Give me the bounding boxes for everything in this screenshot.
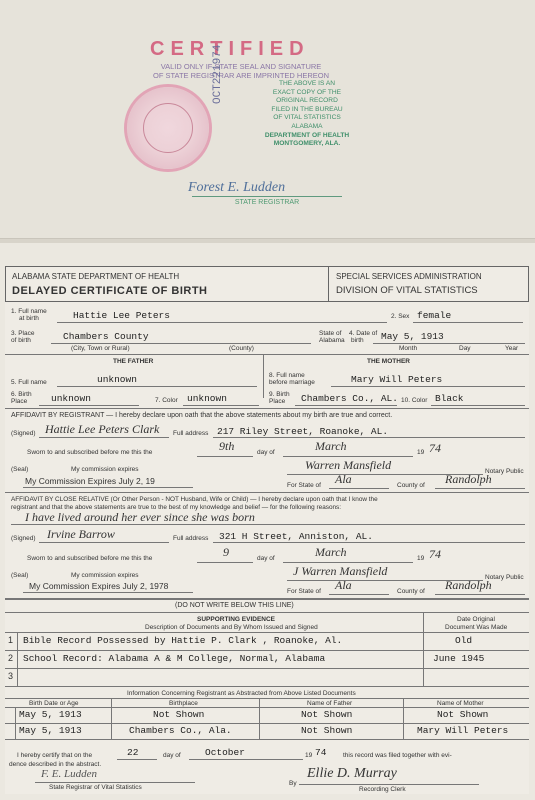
registrant-state: Ala: [335, 472, 352, 486]
do-not-write-notice: (DO NOT WRITE BELOW THIS LINE): [175, 602, 294, 609]
department-name: ALABAMA STATE DEPARTMENT OF HEALTH: [12, 272, 180, 281]
father-heading: THE FATHER: [113, 358, 154, 365]
relative-sworn-month: March: [315, 545, 347, 559]
father-name: unknown: [97, 374, 137, 385]
relative-sworn-year: 74: [429, 547, 441, 561]
filed-year: 74: [315, 747, 327, 758]
relative-reason: I have lived around her ever since she was born: [25, 510, 255, 524]
registrant-sex: female: [417, 310, 452, 321]
father-color: unknown: [187, 393, 227, 404]
admin-name: SPECIAL SERVICES ADMINISTRATION: [336, 272, 482, 281]
abstract-heading: Information Concerning Registrant as Abstracted from Above Listed Documents: [127, 690, 356, 697]
state-seal-icon: [124, 84, 212, 172]
copy-statement: THE ABOVE IS AN EXACT COPY OF THE ORIGINAL RECORD FILED IN THE BUREAU OF VITAL STATISTICS ALABAMA DEPARTMENT OF HEALTH MONTGOMERY, ALA.: [264, 80, 350, 148]
registrant-name: Hattie Lee Peters: [73, 310, 170, 321]
date-stamp: OCT221974: [212, 44, 224, 104]
registrant-signature: Hattie Lee Peters Clark: [45, 422, 160, 436]
registrant-sworn-day: 9th: [219, 439, 235, 453]
evidence-row-1: Bible Record Possessed by Hattie P. Clark , Roanoke, Al.: [23, 635, 343, 646]
state-registrar-signature: Forest E. Ludden: [188, 180, 286, 195]
relative-county: Randolph: [445, 578, 492, 592]
relative-address: 321 H Street, Anniston, AL.: [219, 531, 373, 542]
relative-state: Ala: [335, 578, 352, 592]
registrar-signature: F. E. Ludden: [41, 768, 98, 780]
relative-signature: Irvine Barrow: [47, 527, 115, 541]
valid-notice: VALID ONLY IF STATE SEAL AND SIGNATURE OF STATE REGISTRAR ARE IMPRINTED HEREON: [153, 62, 329, 80]
relative-sworn-day: 9: [223, 545, 229, 559]
filed-day: 22: [127, 747, 139, 758]
registrant-sworn-year: 74: [429, 441, 441, 455]
abstract-row-1-date: May 5, 1913: [19, 709, 82, 720]
mother-name: Mary Will Peters: [351, 374, 443, 385]
registrant-sworn-month: March: [315, 439, 347, 453]
mother-heading: THE MOTHER: [367, 358, 410, 365]
fold-line: [0, 238, 535, 243]
registrant-address: 217 Riley Street, Roanoke, AL.: [217, 426, 389, 437]
certified-heading: CERTIFIED: [150, 38, 310, 60]
relative-affidavit-text: AFFIDAVIT BY CLOSE RELATIVE (Or Other Person - NOT Husband, Wife or Child) — I hereby declare upon oath that I know the: [11, 496, 378, 503]
evidence-heading: SUPPORTING EVIDENCE: [197, 616, 276, 623]
mother-birthplace: Chambers Co., AL.: [301, 393, 398, 404]
registrant-county: Randolph: [445, 472, 492, 486]
certified-stamp: [108, 34, 368, 194]
evidence-row-2: School Record: Alabama A & M College, Normal, Alabama: [23, 653, 326, 664]
certification-area: [0, 0, 535, 238]
relative-commission: My Commission Expires July 2, 1978: [29, 581, 169, 591]
mother-color: Black: [435, 393, 464, 404]
abstract-row-2-date: May 5, 1913: [19, 725, 82, 736]
date-of-birth: May 5, 1913: [381, 331, 444, 342]
filed-month: October: [205, 747, 245, 758]
form-header: [5, 266, 529, 302]
state-registrar-label: STATE REGISTRAR: [234, 199, 300, 206]
relative-notary-signature: J Warren Mansfield: [293, 564, 388, 578]
division-name: DIVISION OF VITAL STATISTICS: [336, 285, 478, 296]
registrant-commission: My Commission Expires July 2, 19: [25, 476, 155, 486]
place-of-birth: Chambers County: [63, 331, 149, 342]
father-birthplace: unknown: [51, 393, 91, 404]
birth-certificate-form: ALABAMA STATE DEPARTMENT OF HEALTH DELAYED CERTIFICATE OF BIRTH SPECIAL SERVICES ADMINISTRATION DIVISION OF VITAL STATISTICS 1. Full name at birth Hattie Lee Peters 2. Sex female 3. Place of birth Chambers County (City, Town or Rural) (County) State of Alabama 4. Date of birth May 5, 1913 Month Day Year THE FATHER THE MOTHER 5. Full name unknown 8. Full name before marriage Mary Will Peters 6. Birth Place unknown 7. Color unknown 9. Birth Place Chambers Co., AL. 10. Color Black AFFIDAVIT BY REGISTRANT — I hereby declare upon oath that the above statements about my birth are true and correct. (Signed) Hattie Lee Peters Clark Full address 217 Riley Street, Roanoke, AL. Sworn to and subscribed before me this the 9th day of March 19 74 (Seal) My commission expires My Commission Expires July 2, 19 Warren Mansfield Notary Public For State of Ala County of Randolph AFFIDAVIT BY CLOSE RELATIVE (Or Other Person - NOT Husband, Wife or Child) — I hereby declare upon oath that I know the registrant and that the above statements are true to the best of my knowledge and belief — for the following reasons: I have lived around her ever since she was born (Signed) Irvine Barrow Full address 321 H Street, Anniston, AL. Sworn to and subscribed before me this the 9 day of March 19 74 (Seal) My commission expires My Commission Expires July 2, 1978 J Warren Mansfield Notary Public For State of Ala County of Randolph (DO NOT WRITE BELOW THIS LINE) SUPPORTING EVIDENCE Description of Documents and By Whom Issued and Signed Date Original Document Was Made 1 Bible Record Possessed by Hattie P. Clark , Roanoke, Al. Old 2 School Record: Alabama A & M College, Normal, Alabama June 1945 3 Information Concerning Registrant as Abstracted from Above Listed Documents Birth Date or Age Birthplace Name of Father Name of Mother May 5, 1913 Not Shown Not Shown Not Shown May 5, 1913 Chambers Co., Ala. Not Shown Mary Will Peters I hereby certify that on the 22 day of October 19 74 this record was filed together with evi- dence described in the abstract. F. E. Ludden State Registrar of Vital Statistics By Ellie D. Murray Recording Clerk: [5, 266, 529, 794]
registrant-affidavit-text: AFFIDAVIT BY REGISTRANT — I hereby declare upon oath that the above statements about my birth are true and correct.: [11, 412, 393, 419]
registrant-notary-signature: Warren Mansfield: [305, 458, 392, 472]
certify-text: I hereby certify that on the: [17, 752, 93, 759]
form-title: DELAYED CERTIFICATE OF BIRTH: [12, 285, 208, 297]
recording-clerk-signature: Ellie D. Murray: [307, 766, 397, 781]
